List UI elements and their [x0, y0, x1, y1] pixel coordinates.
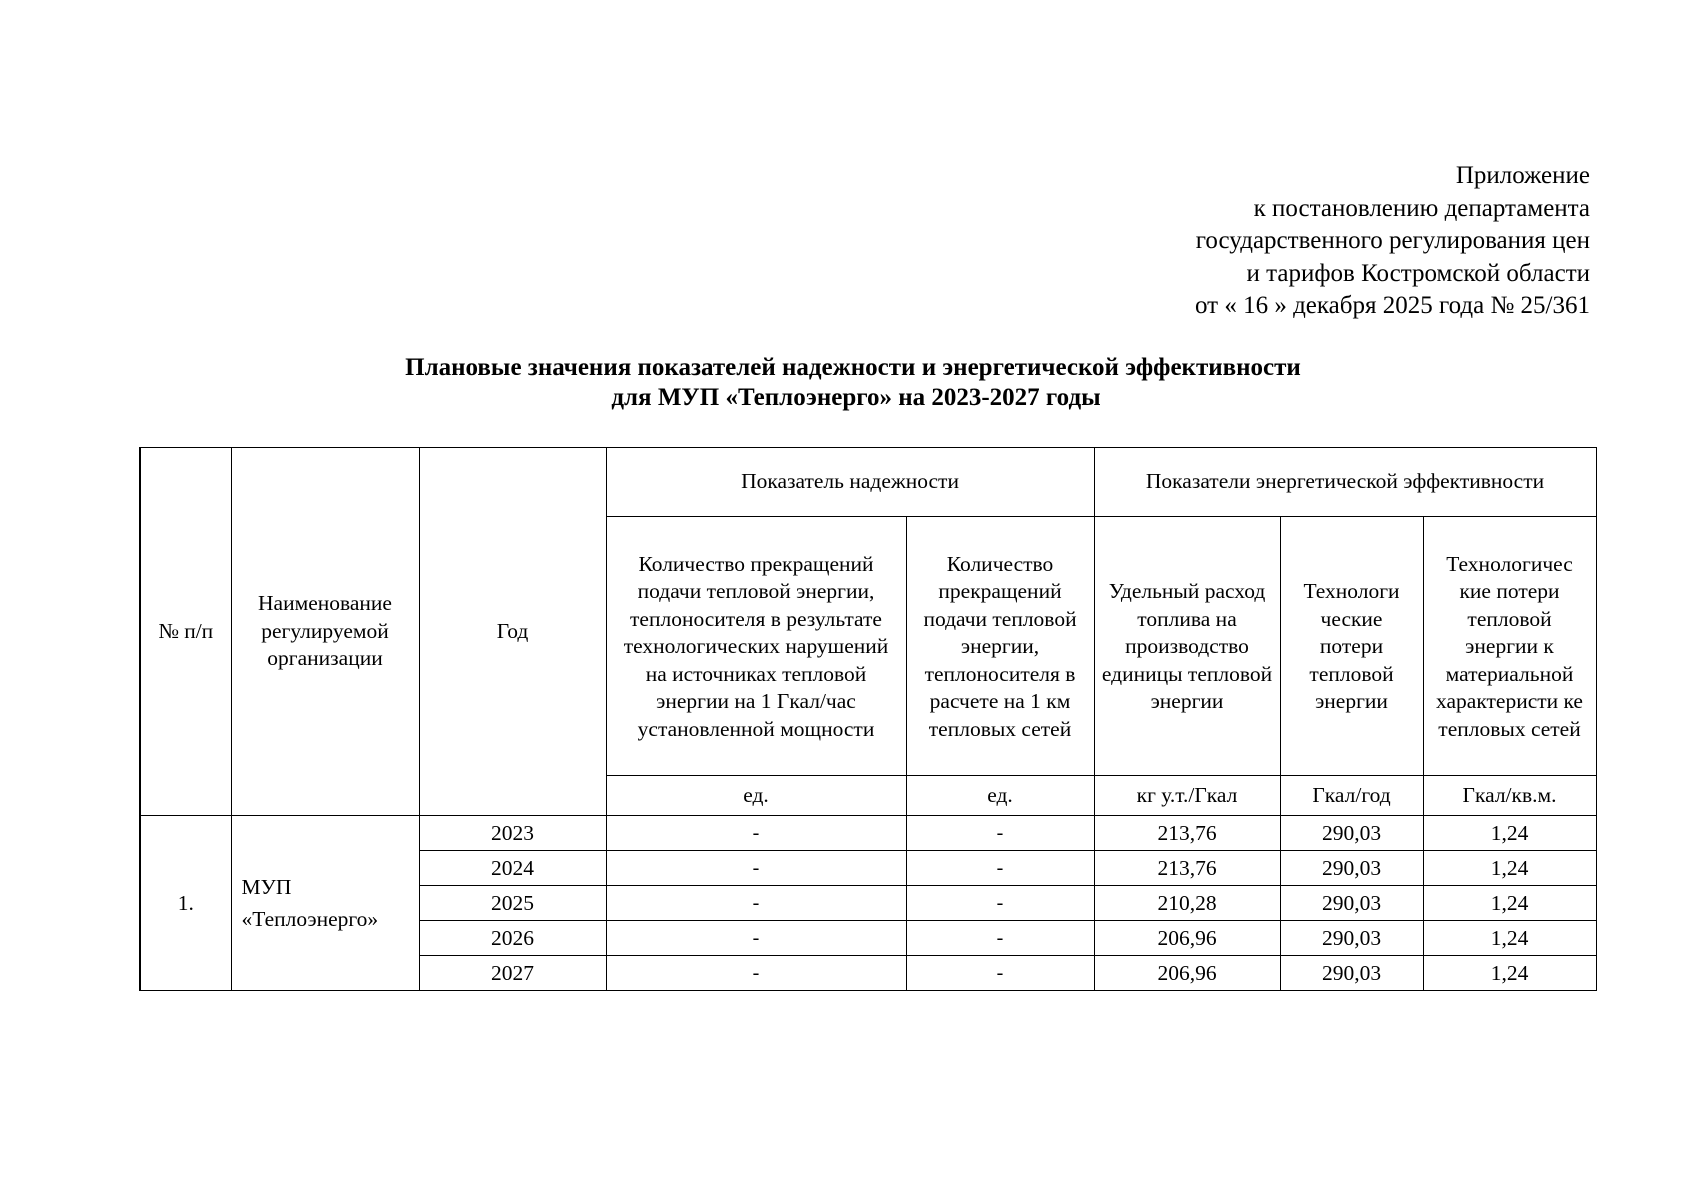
table-row — [140, 816, 1596, 851]
cell-year: 2026 — [419, 921, 606, 956]
cell-c1: - — [606, 921, 906, 956]
cell-c2: - — [906, 956, 1094, 991]
header-efficiency-group: Показатели энергетической эффективности — [1094, 448, 1596, 517]
header-year: Год — [419, 448, 606, 816]
cell-c3: 206,96 — [1094, 956, 1280, 991]
header-col-1: Количество прекращений подачи тепловой энергии, теплоносителя в результате технологических нарушений на источниках тепловой энергии на 1 Гкал/час установленной мощности — [606, 517, 906, 776]
title-line-2: для МУП «Теплоэнерго» на 2023-2027 годы — [611, 384, 1101, 411]
appendix-line: Приложение — [1455, 162, 1590, 189]
cell-c2: - — [906, 886, 1094, 921]
cell-c5: 1,24 — [1423, 956, 1596, 991]
unit-col-3: кг у.т./Гкал — [1094, 776, 1280, 816]
cell-c1: - — [606, 956, 906, 991]
cell-year: 2024 — [419, 851, 606, 886]
cell-c4: 290,03 — [1280, 886, 1423, 921]
unit-col-5: Гкал/кв.м. — [1423, 776, 1596, 816]
cell-c1: - — [606, 851, 906, 886]
cell-c1: - — [606, 816, 906, 851]
appendix-line: государственного регулирования цен — [1195, 227, 1590, 254]
header-col-3: Удельный расход топлива на производство единицы тепловой энергии — [1094, 517, 1280, 776]
header-org: Наименование регулируемой организации — [231, 448, 419, 816]
header-num: № п/п — [140, 448, 231, 816]
cell-c4: 290,03 — [1280, 921, 1423, 956]
cell-c4: 290,03 — [1280, 956, 1423, 991]
appendix-line: к постановлению департамента — [1253, 194, 1590, 222]
unit-col-4: Гкал/год — [1280, 776, 1423, 816]
cell-c5: 1,24 — [1423, 886, 1596, 921]
cell-year: 2025 — [419, 886, 606, 921]
unit-col-1: ед. — [606, 776, 906, 816]
cell-c2: - — [906, 851, 1094, 886]
header-col-2: Количество прекращений подачи тепловой энергии, теплоносителя в расчете на 1 км тепловых сетей — [906, 517, 1094, 776]
cell-c2: - — [906, 921, 1094, 956]
unit-col-2: ед. — [906, 776, 1094, 816]
title-line-1: Плановые значения показателей надежности и энергетической эффективности — [405, 354, 1301, 381]
cell-c3: 213,76 — [1094, 816, 1280, 851]
indicators-table — [139, 447, 1597, 991]
cell-year: 2027 — [419, 956, 606, 991]
org-name: МУП «Теплоэнерго» — [231, 816, 419, 991]
header-reliability-group: Показатель надежности — [606, 448, 1094, 517]
header-col-4: Технологи ческие потери тепловой энергии — [1280, 517, 1423, 776]
header-col-5: Технологичес кие потери тепловой энергии к материальной характеристи ке тепловых сетей — [1423, 517, 1596, 776]
appendix-line: и тарифов Костромской области — [1246, 259, 1590, 287]
appendix-line: от « 16 » декабря 2025 года № 25/361 — [1194, 292, 1590, 319]
org-num: 1. — [140, 816, 231, 991]
cell-c2: - — [906, 816, 1094, 851]
cell-c5: 1,24 — [1423, 851, 1596, 886]
cell-c5: 1,24 — [1423, 921, 1596, 956]
cell-c3: 206,96 — [1094, 921, 1280, 956]
appendix-block — [1195, 160, 1590, 323]
cell-year: 2023 — [419, 816, 606, 851]
cell-c4: 290,03 — [1280, 816, 1423, 851]
cell-c4: 290,03 — [1280, 851, 1423, 886]
cell-c3: 210,28 — [1094, 886, 1280, 921]
header-row-groups — [140, 448, 1596, 517]
document-title — [0, 353, 1696, 413]
cell-c3: 213,76 — [1094, 851, 1280, 886]
cell-c5: 1,24 — [1423, 816, 1596, 851]
cell-c1: - — [606, 886, 906, 921]
